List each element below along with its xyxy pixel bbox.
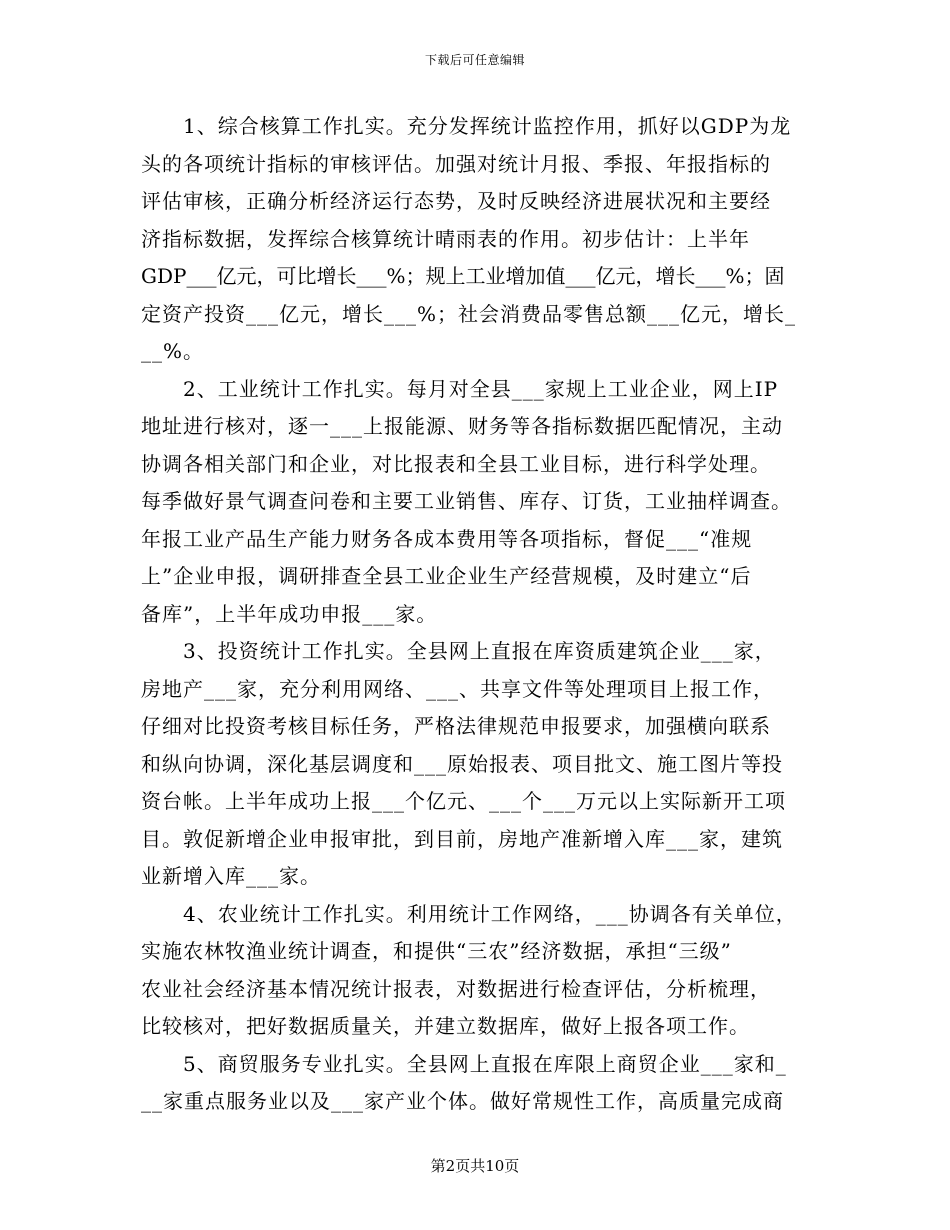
text-line: 每季做好景气调查问卷和主要工业销售、库存、订货，工业抽样调查。 — [141, 489, 792, 513]
text-line: 目。敦促新增企业申报审批，到目前，房地产准新增入库___家，建筑 — [141, 826, 783, 851]
paragraph-first-line: 4、农业统计工作扎实。利用统计工作网络，___协调各有关单位， — [183, 901, 797, 926]
text-line: 备库”，上半年成功申报___家。 — [141, 601, 438, 626]
text-line: 年报工业产品生产能力财务各成本费用等各项指标，督促___“准规 — [141, 526, 753, 551]
page-header: 下载后可任意编辑 — [424, 53, 525, 67]
text-line: __家重点服务业以及___家产业个体。做好常规性工作，高质量完成商 — [141, 1089, 784, 1113]
text-line: 济指标数据，发挥综合核算统计晴雨表的作用。初步估计：上半年 — [141, 226, 750, 251]
text-line: 资台帐。上半年成功上报___个亿元、___个___万元以上实际新开工项 — [141, 789, 786, 813]
text-line: 农业社会经济基本情况统计报表，对数据进行检查评估，分析梳理， — [141, 976, 771, 1001]
text-line: 评估审核，正确分析经济运行态势，及时反映经济进展状况和主要经 — [141, 189, 771, 213]
paragraph-first-line: 5、商贸服务专业扎实。全县网上直报在库限上商贸企业___家和_ — [183, 1051, 787, 1076]
page-number: 第2页共10页 — [430, 1157, 520, 1175]
text-line: 地址进行核对，逐一___上报能源、财务等各指标数据匹配情况，主动 — [141, 414, 783, 438]
text-line: 定资产投资___亿元，增长___%；社会消费品零售总额___亿元，增长_ — [141, 301, 797, 326]
text-line: 头的各项统计指标的审核评估。加强对统计月报、季报、年报指标的 — [141, 151, 771, 176]
paragraph-first-line: 2、工业统计工作扎实。每月对全县___家规上工业企业，网上IP — [183, 376, 779, 401]
text-line: 和纵向协调，深化基层调度和___原始报表、项目批文、施工图片等投 — [141, 751, 783, 776]
text-line: __%。 — [141, 339, 205, 363]
text-line: 房地产___家，充分利用网络、___、共享文件等处理项目上报工作， — [141, 676, 774, 701]
text-line: GDP___亿元，可比增长___%；规上工业增加值___亿元，增长___%；固 — [141, 264, 785, 288]
text-line: 比较核对，把好数据质量关，并建立数据库，做好上报各项工作。 — [141, 1014, 750, 1038]
text-line: 协调各相关部门和企业，对比报表和全县工业目标，进行科学处理。 — [141, 451, 771, 476]
text-line: 仔细对比投资考核目标任务，严格法律规范申报要求，加强横向联系 — [141, 714, 771, 738]
text-line: 上”企业申报，调研排查全县工业企业生产经营规模，及时建立“后 — [141, 564, 752, 588]
text-line: 业新增入库___家。 — [141, 864, 321, 888]
text-line: 实施农林牧渔业统计调查，和提供“三农”经济数据，承担“三级” — [141, 939, 732, 963]
paragraph-first-line: 3、投资统计工作扎实。全县网上直报在库资质建筑企业___家， — [183, 639, 776, 663]
paragraph-first-line: 1、综合核算工作扎实。充分发挥统计监控作用，抓好以GDP为龙 — [183, 114, 792, 138]
document-body — [141, 108, 801, 1121]
